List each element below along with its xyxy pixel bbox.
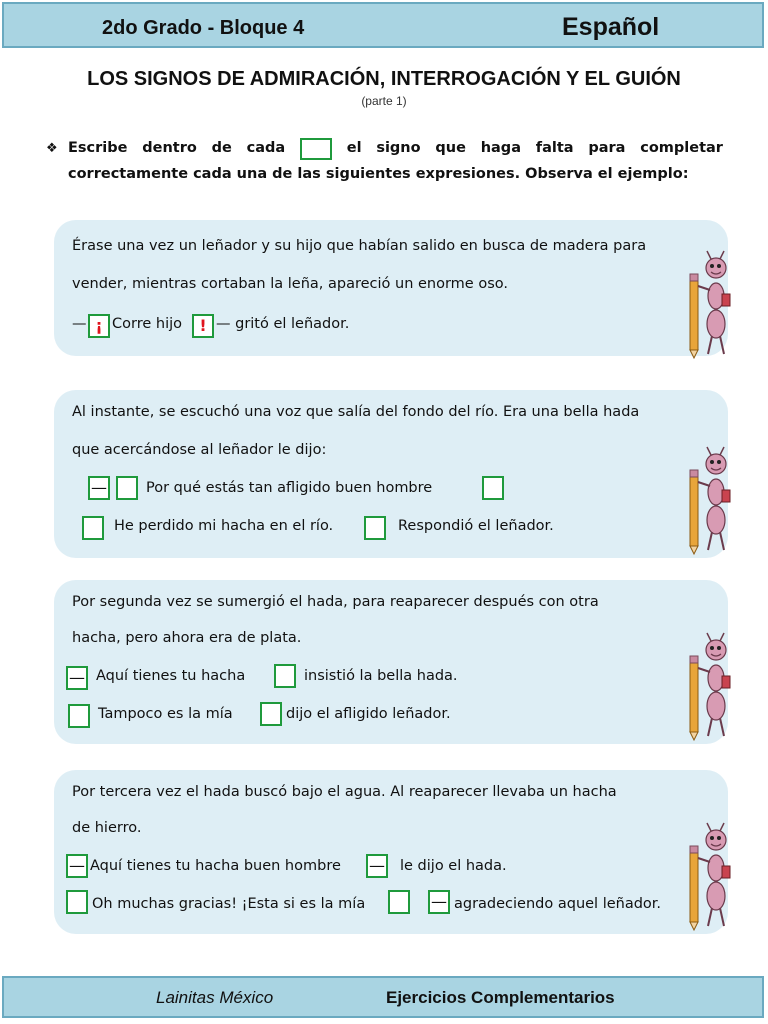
story-line-text: Por segunda vez se sumergió el hada, para reaparecer después con otra — [72, 594, 599, 610]
answer-box[interactable]: ¡ — [88, 314, 110, 338]
dialogue-text: — gritó el leñador. — [216, 316, 350, 332]
dialogue-dash: — — [72, 316, 87, 332]
story-line: Por tercera vez el hada buscó bajo el agua. Al reaparecer llevaba un hacha — [72, 784, 617, 800]
page-title: LOS SIGNOS DE ADMIRACIÓN, INTERROGACIÓN Y EL GUIÓN — [87, 68, 681, 90]
answer-box[interactable]: — — [66, 666, 88, 690]
answer-box[interactable] — [388, 890, 410, 914]
ant-with-pencil-icon — [686, 632, 732, 742]
story-panel-3 — [54, 580, 728, 744]
instruction-word: falta — [535, 140, 574, 156]
story-panel-2 — [54, 390, 728, 558]
story-line — [72, 594, 706, 610]
dialogue-text: Aquí tienes tu hacha — [96, 668, 246, 684]
answer-box[interactable] — [364, 516, 386, 540]
dialogue-text: Tampoco es la mía — [98, 706, 233, 722]
instruction-line-2: correctamente cada una de las siguientes expresiones. Observa el ejemplo: — [68, 166, 689, 182]
answer-box[interactable] — [260, 702, 282, 726]
footer-publisher: Lainitas México — [156, 988, 274, 1007]
instruction-word: haga — [480, 140, 521, 156]
story-line: hacha, pero ahora era de plata. — [72, 630, 302, 646]
instruction-word: que — [435, 140, 466, 156]
grade-label: 2do Grado - Bloque 4 — [102, 17, 305, 39]
instruction-word: dentro — [142, 140, 197, 156]
answer-box[interactable] — [116, 476, 138, 500]
instruction-word: de — [211, 140, 232, 156]
ant-with-pencil-icon — [686, 250, 732, 360]
example-box — [300, 138, 332, 160]
answer-box[interactable]: — — [366, 854, 388, 878]
answer-box[interactable] — [68, 704, 90, 728]
story-line: de hierro. — [72, 820, 142, 836]
answer-box[interactable]: — — [428, 890, 450, 914]
story-line: vender, mientras cortaban la leña, apareció un enorme oso. — [72, 276, 508, 292]
footer-bar — [2, 976, 764, 1018]
header-bar — [2, 2, 764, 48]
ant-with-pencil-icon — [686, 822, 732, 932]
dialogue-text: insistió la bella hada. — [304, 668, 458, 684]
ant-with-pencil-icon — [686, 446, 732, 556]
instruction-line-1 — [68, 136, 723, 161]
footer-section: Ejercicios Complementarios — [386, 988, 615, 1007]
dialogue-text: Respondió el leñador. — [398, 518, 554, 534]
subject-label: Español — [562, 13, 660, 41]
answer-box[interactable]: — — [66, 854, 88, 878]
dialogue-text: agradeciendo aquel leñador. — [454, 896, 662, 912]
instruction-word: Escribe — [68, 140, 128, 156]
instruction-word: cada — [246, 140, 286, 156]
instruction-word: signo — [376, 140, 421, 156]
dialogue-text: He perdido mi hacha en el río. — [114, 518, 334, 534]
dialogue-text: Corre hijo — [112, 316, 182, 332]
story-line: que acercándose al leñador le dijo: — [72, 442, 327, 458]
answer-box[interactable]: — — [88, 476, 110, 500]
instruction-word: para — [588, 140, 626, 156]
answer-box[interactable] — [82, 516, 104, 540]
answer-box[interactable] — [274, 664, 296, 688]
story-line: Érase una vez un leñador y su hijo que habían salido en busca de madera para — [72, 238, 647, 254]
story-panel-4 — [54, 770, 728, 934]
page-subtitle: (parte 1) — [361, 94, 407, 108]
dialogue-text: Aquí tienes tu hacha buen hombre — [90, 858, 341, 874]
instruction-word: completar — [640, 140, 723, 156]
story-line: Al instante, se escuchó una voz que salía del fondo del río. Era una bella hada — [72, 404, 640, 420]
dialogue-text: le dijo el hada. — [400, 858, 507, 874]
answer-box[interactable] — [482, 476, 504, 500]
answer-box[interactable] — [66, 890, 88, 914]
dialogue-text: Por qué estás tan afligido buen hombre — [146, 480, 433, 496]
story-panel-1 — [54, 220, 728, 356]
dialogue-text: dijo el afligido leñador. — [286, 706, 451, 722]
dialogue-text: Oh muchas gracias! ¡Esta si es la mía — [92, 896, 366, 912]
bullet-icon: ❖ — [46, 141, 58, 156]
instruction-word: el — [346, 140, 362, 156]
answer-box[interactable]: ! — [192, 314, 214, 338]
